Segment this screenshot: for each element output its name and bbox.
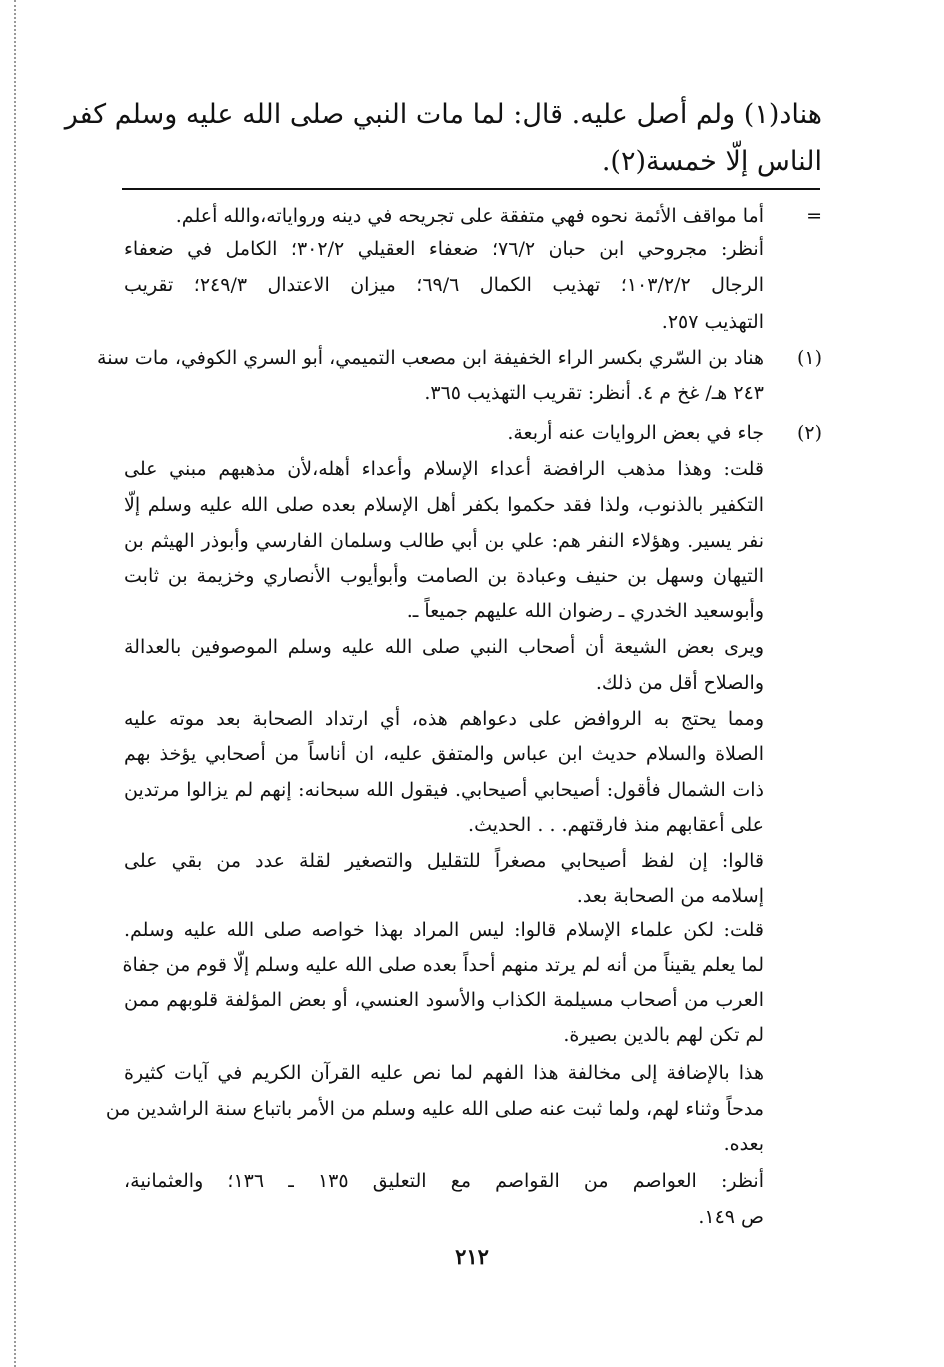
main-text-line-1: هناد(١) ولم أصل عليه. قال: لما مات النبي صلى الله عليه وسلم كفر	[64, 99, 822, 130]
footnote-line: أما مواقف الأئمة نحوه فهي متفقة على تجريحه في دينه ورواياته،والله أعلم.	[175, 205, 764, 227]
footnote-line: أنظر: مجروحي ابن حبان ٧٦/٢؛ ضعفاء العقيلي ٣٠٢/٢؛ الكامل في ضعفاء	[124, 238, 764, 260]
footnote-2-line: بعده.	[723, 1133, 764, 1155]
footnote-2-line: على أعقابهم منذ فارقتهم. . . الحديث.	[468, 814, 764, 836]
footnote-2-line: لم تكن لهم بالدين بصيرة.	[563, 1024, 764, 1046]
footnote-2-line: العرب من أصحاب مسيلمة الكذاب والأسود العنسي، أو بعض المؤلفة قلوبهم ممن	[124, 989, 764, 1011]
footnote-2-line: إسلامه من الصحابة بعد.	[576, 885, 764, 907]
footnote-2-line: مدحاً وثناء لهم، ولما ثبت عنه صلى الله عليه وسلم من الأمر باتباع سنة الراشدين من	[105, 1098, 764, 1120]
footnote-2-line: التكفير بالذنوب، ولذا فقد حكموا بكفر أهل الإسلام بعده صلى الله عليه وسلم إلّا	[124, 494, 764, 516]
footnote-2-line: أنظر: العواصم من القواصم مع التعليق ١٣٥ ـ ١٣٦؛ والعثمانية،	[124, 1170, 764, 1192]
footnote-2-line: هذا بالإضافة إلى مخالفة هذا الفهم لما نص عليه القرآن الكريم في آيات كثيرة	[124, 1062, 764, 1084]
page-number: ٢١٢	[455, 1244, 489, 1269]
footnote-separator	[122, 188, 820, 190]
footnote-2-line: وأبوسعيد الخدري ـ رضوان الله عليهم جميعاً ـ.	[406, 600, 764, 622]
footnote-1-line: هناد بن السّري بكسر الراء الخفيفة ابن مصعب التميمي، أبو السري الكوفي، مات سنة	[97, 347, 764, 369]
footnote-1-marker: (١)	[796, 347, 822, 369]
footnote-2-line: التيهان وسهل بن حنيف وعبادة بن الصامت وأبوأيوب الأنصاري وخزيمة بن ثابت	[124, 565, 764, 587]
footnote-2-marker: (٢)	[796, 422, 822, 444]
footnote-2-line: لما يعلم يقيناً من أنه لم يرتد منهم أحداً بعده صلى الله عليه وسلم إلّا قوم من جفاة	[122, 954, 764, 976]
main-text-line-2: الناس إلّا خمسة(٢).	[601, 146, 822, 177]
footnote-1-line: ٢٤٣ هـ/ غخ م ٤. أنظر: تقريب التهذيب ٣٦٥.	[424, 382, 764, 404]
footnote-line: الرجال ١٠٣/٢/٢؛ تهذيب الكمال ٦٩/٦؛ ميزان الاعتدال ٢٤٩/٣؛ تقريب	[124, 274, 764, 296]
footnote-2-line: قلت: لكن علماء الإسلام قالوا: ليس المراد بهذا خواصه صلى الله عليه وسلم.	[124, 919, 764, 941]
footnote-2-line: ص ١٤٩.	[698, 1206, 764, 1228]
footnote-2-line: الصلاة والسلام حديث ابن عباس والمتفق عليه، ان أناساً من أصحابي يؤخذ بهم	[124, 743, 764, 765]
footnote-2-line: ذات الشمال فأقول: أصيحابي أصيحابي. فيقول الله سبحانه: إنهم لم يزالوا مرتدين	[124, 779, 764, 801]
footnote-2-line: قلت: وهذا مذهب الرافضة أعداء الإسلام وأعداء أهله،لأن مذهبهم مبني على	[124, 458, 764, 480]
footnote-2-line: نفر يسير. وهؤلاء النفر هم: علي بن أبي طالب وسلمان الفارسي وأبوذر الهيثم بن	[124, 530, 764, 552]
footnote-2-line: قالوا: إن لفظ أصيحابي مصغراً للتقليل والتصغير لقلة عدد من بقي على	[124, 850, 764, 872]
footnote-continuation-marker: =	[806, 205, 822, 227]
footnote-2-line: جاء في بعض الروايات عنه أربعة.	[507, 422, 764, 444]
footnote-2-line: والصلاح أقل من ذلك.	[595, 672, 764, 694]
footnote-2-line: ومما يحتج به الروافض على دعواهم هذه، أي ارتداد الصحابة بعد موته عليه	[124, 708, 764, 730]
footnote-line: التهذيب ٢٥٧.	[661, 311, 764, 333]
footnote-2-line: ويرى بعض الشيعة أن أصحاب النبي صلى الله عليه وسلم الموصوفين بالعدالة	[124, 636, 764, 658]
